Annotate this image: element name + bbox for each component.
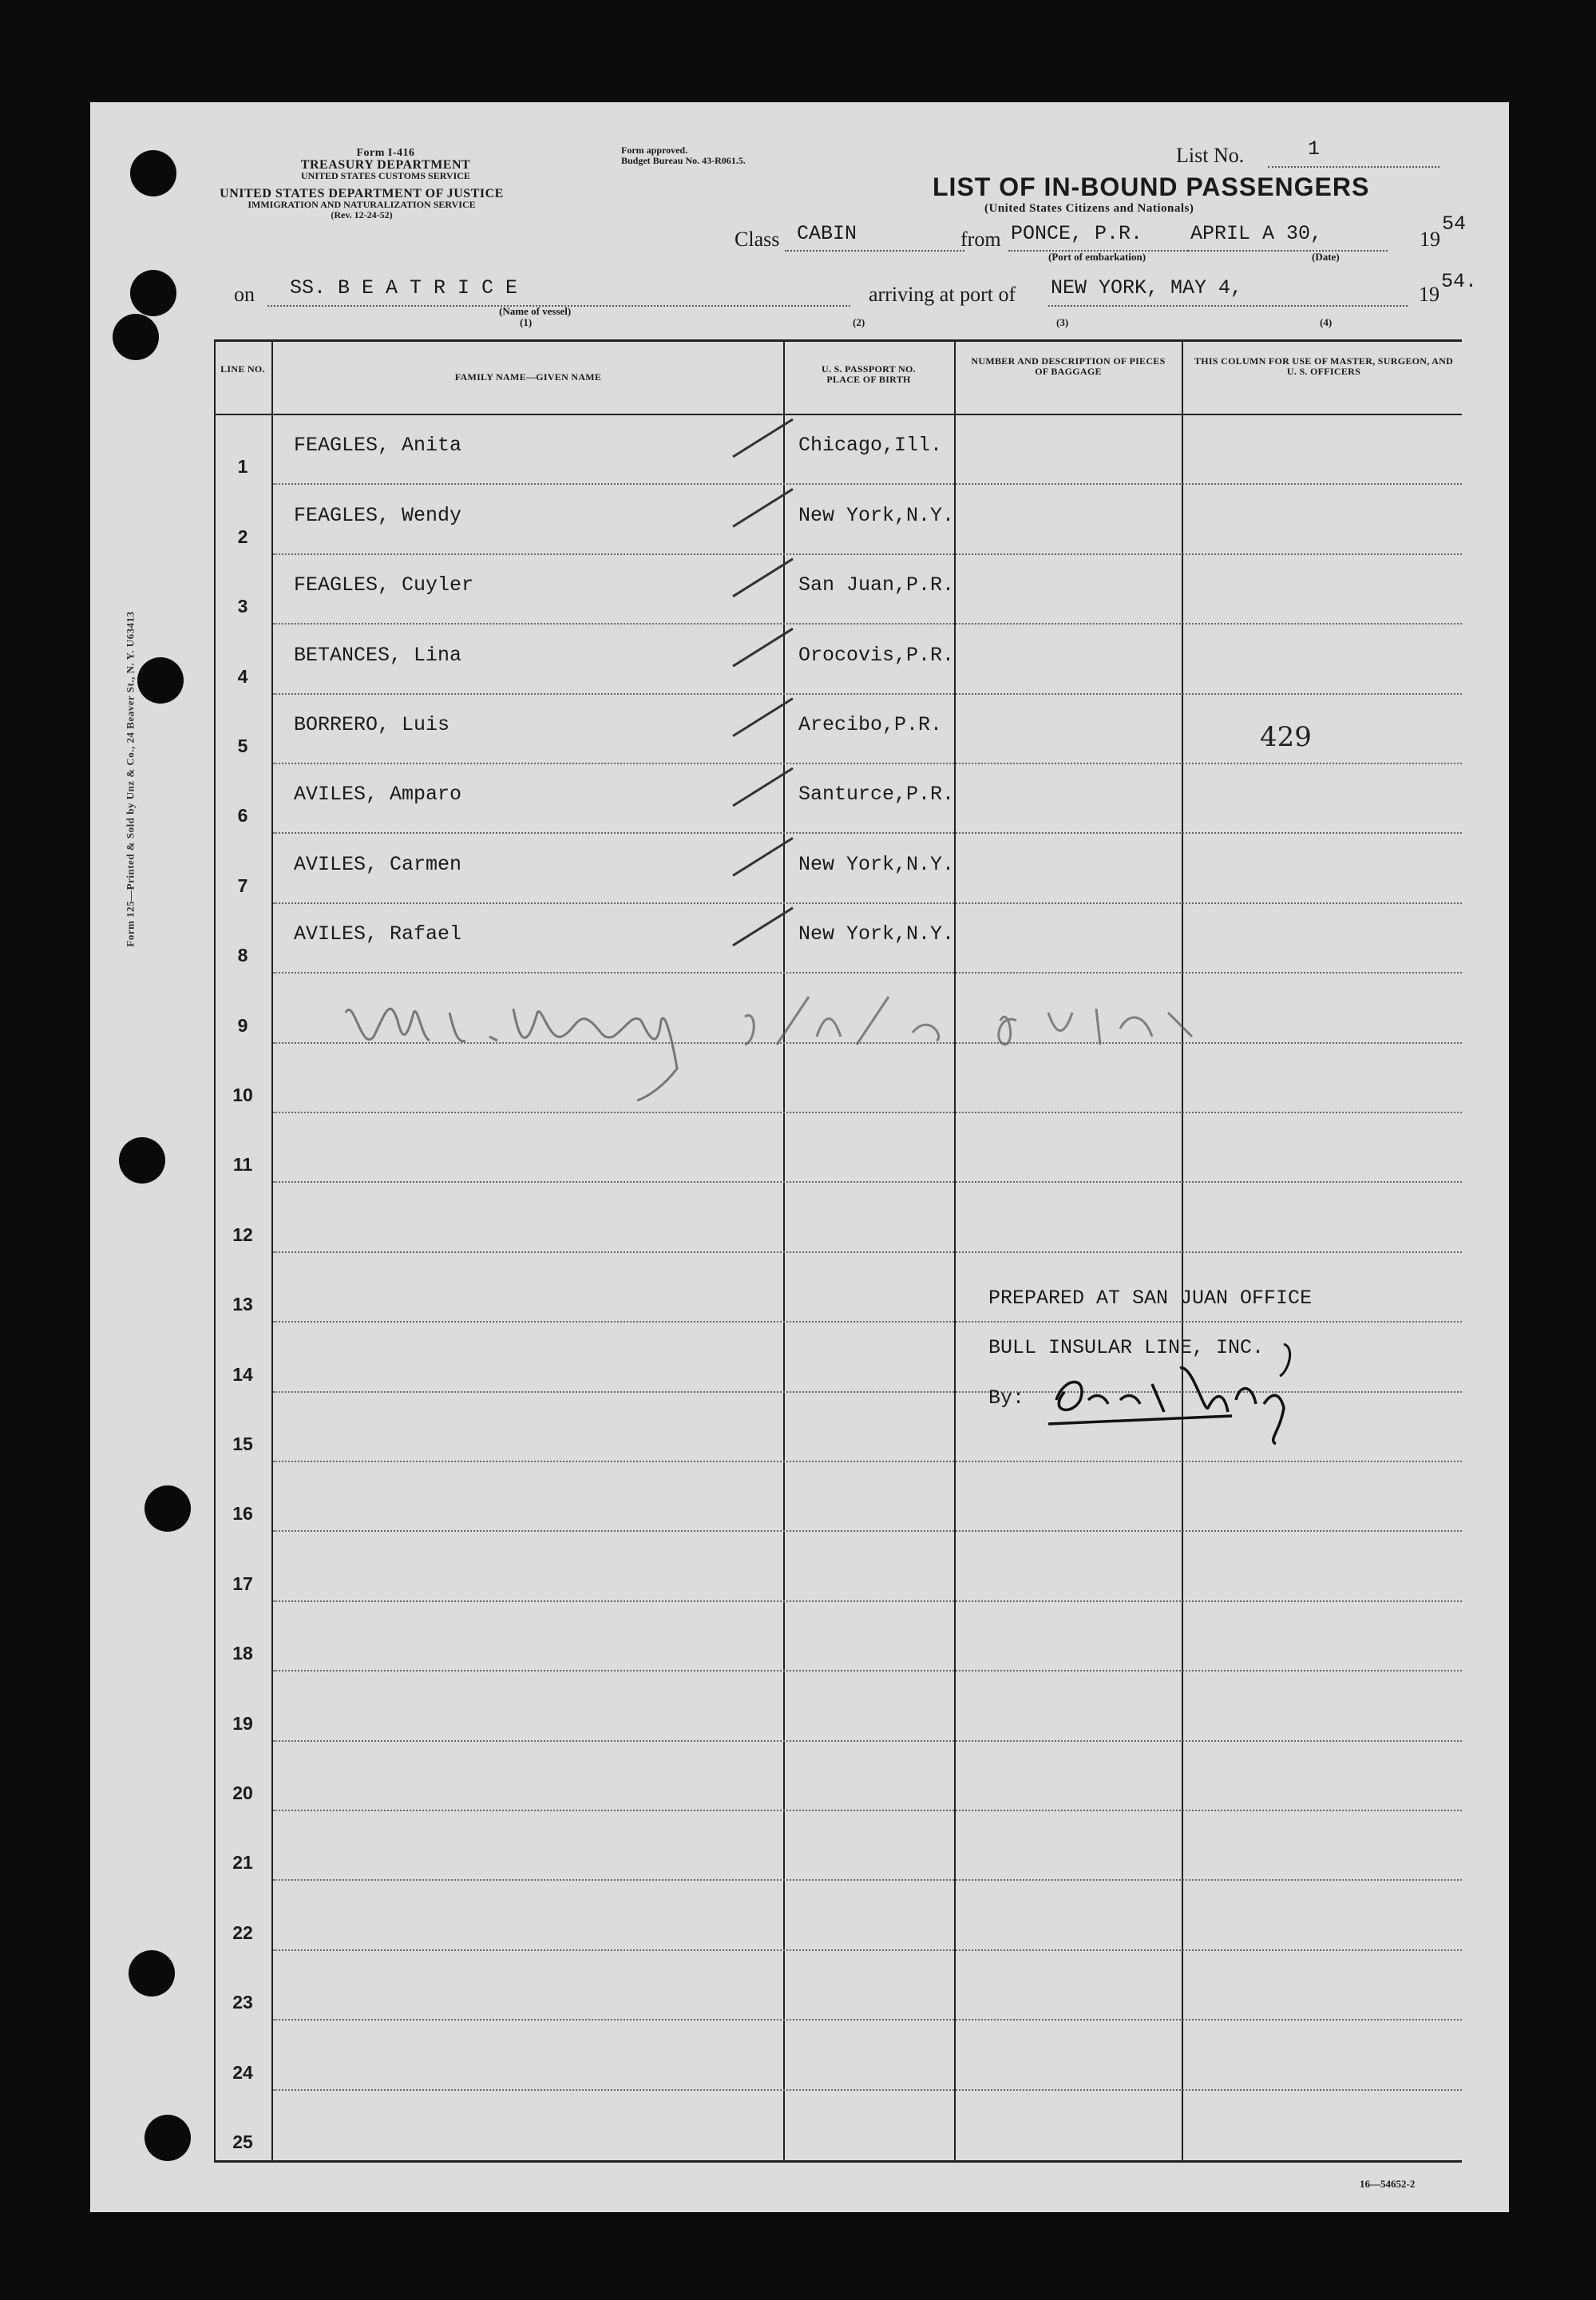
prepared-office: PREPARED AT SAN JUAN OFFICE <box>988 1287 1313 1310</box>
prepared-by-label: By: <box>988 1386 1025 1410</box>
line-number: 7 <box>237 874 248 896</box>
place-of-birth: Orocovis,P.R. <box>798 643 955 667</box>
class-value: CABIN <box>797 222 857 245</box>
column-marker-4: (4) <box>1320 316 1333 328</box>
line-number: 18 <box>232 1643 253 1664</box>
line-number: 5 <box>237 735 248 756</box>
line-number: 9 <box>237 1014 248 1036</box>
line-number: 20 <box>232 1782 253 1803</box>
prepared-company: BULL INSULAR LINE, INC. <box>988 1336 1265 1359</box>
list-number-value: 1 <box>1308 137 1321 161</box>
year-value: 54 <box>1442 212 1467 236</box>
line-number: 14 <box>232 1363 253 1385</box>
header-line-no: LINE NO. <box>220 363 265 375</box>
place-of-birth: New York,N.Y. <box>798 852 955 876</box>
place-of-birth: Chicago,Ill. <box>798 434 943 458</box>
check-marks <box>90 102 1509 2212</box>
place-of-birth: Santurce,P.R. <box>798 783 955 807</box>
check-mark <box>733 489 793 526</box>
line-number: 22 <box>232 1921 253 1943</box>
arrival-port-date: NEW YORK, MAY 4, <box>1051 276 1243 299</box>
list-number-label: List No. <box>1176 144 1245 167</box>
header-officers: THIS COLUMN FOR USE OF MASTER, SURGEON, AND U. S. OFFICERS <box>1194 355 1454 377</box>
line-number: 17 <box>232 1572 253 1594</box>
column-marker-2: (2) <box>853 316 865 328</box>
port-of-embarkation: PONCE, P.R. <box>1011 222 1143 245</box>
line-number: 16 <box>232 1503 253 1525</box>
place-of-birth: New York,N.Y. <box>798 922 955 946</box>
line-number: 8 <box>237 945 248 966</box>
line-number: 15 <box>232 1433 253 1454</box>
check-mark <box>733 838 793 875</box>
form-number: Form I-416 <box>356 147 415 159</box>
line-number: 13 <box>232 1294 253 1315</box>
line-number: 2 <box>237 525 248 547</box>
check-mark <box>733 768 793 806</box>
header-baggage: NUMBER AND DESCRIPTION OF PIECES OF BAGGAGE <box>971 355 1166 377</box>
from-label: from <box>960 228 1001 251</box>
header-passport: U. S. PASSPORT NO. PLACE OF BIRTH <box>822 363 916 385</box>
check-mark <box>733 419 793 457</box>
line-number: 1 <box>237 456 248 478</box>
passenger-name: BORRERO, Luis <box>294 712 450 736</box>
passenger-name: FEAGLES, Cuyler <box>294 573 474 597</box>
class-label: Class <box>735 228 780 251</box>
check-mark <box>733 699 793 736</box>
customs-service: UNITED STATES CUSTOMS SERVICE <box>301 170 470 181</box>
side-print: Form 125—Printed & Sold by Unz & Co., 24 Beaver St., N. Y. U63413 <box>124 611 137 947</box>
document-page <box>90 102 1509 2212</box>
line-number: 12 <box>232 1223 253 1245</box>
budget-bureau-number: Budget Bureau No. 43-R061.5. <box>621 155 746 166</box>
passenger-name: FEAGLES, Anita <box>294 434 462 458</box>
passenger-name: AVILES, Carmen <box>294 852 462 876</box>
passenger-name: BETANCES, Lina <box>294 643 462 667</box>
line-number: 25 <box>232 2131 253 2152</box>
check-mark <box>733 908 793 946</box>
page-subtitle: (United States Citizens and Nationals) <box>984 202 1194 215</box>
passenger-name: AVILES, Rafael <box>294 922 462 946</box>
check-mark <box>733 559 793 597</box>
passenger-name: AVILES, Amparo <box>294 783 462 807</box>
port-caption: (Port of embarkation) <box>1048 251 1147 263</box>
column-marker-3: (3) <box>1056 316 1069 328</box>
revision: (Rev. 12-24-52) <box>331 209 393 220</box>
approval-line: Form approved. <box>621 145 688 156</box>
line-number: 23 <box>232 1992 253 2013</box>
footer-code: 16—54652-2 <box>1360 2178 1416 2190</box>
line-number: 21 <box>232 1852 253 1874</box>
department-of-justice: UNITED STATES DEPARTMENT OF JUSTICE <box>220 187 504 200</box>
passenger-name: FEAGLES, Wendy <box>294 503 462 527</box>
place-of-birth: Arecibo,P.R. <box>798 712 943 736</box>
line-number: 11 <box>232 1154 253 1176</box>
line-number: 19 <box>232 1712 253 1734</box>
line-number: 4 <box>237 665 248 687</box>
vessel-caption: (Name of vessel) <box>499 305 572 317</box>
embarkation-date: APRIL A 30, <box>1190 222 1323 245</box>
ins-name: IMMIGRATION AND NATURALIZATION SERVICE <box>248 199 476 210</box>
preparer-signature <box>1032 1336 1320 1448</box>
arriving-label: arriving at port of <box>869 283 1016 306</box>
place-of-birth: San Juan,P.R. <box>798 573 955 597</box>
page-title: LIST OF IN-BOUND PASSENGERS <box>933 172 1370 201</box>
on-label: on <box>234 283 255 306</box>
line-number: 10 <box>232 1084 253 1105</box>
handwritten-signature <box>298 965 1416 1108</box>
arrival-year-prefix: 19 <box>1419 283 1440 306</box>
year-prefix: 19 <box>1420 228 1440 251</box>
place-of-birth: New York,N.Y. <box>798 503 955 527</box>
line-number: 24 <box>232 2061 253 2083</box>
line-number: 6 <box>237 805 248 827</box>
vessel-name: SS. B E A T R I C E <box>290 276 518 299</box>
arrival-year-value: 54. <box>1441 270 1478 293</box>
officer-notation: 429 <box>1260 721 1312 753</box>
treasury-department: TREASURY DEPARTMENT <box>300 158 471 172</box>
line-number: 3 <box>237 596 248 617</box>
column-marker-1: (1) <box>520 316 533 328</box>
header-name: FAMILY NAME—GIVEN NAME <box>454 371 602 383</box>
check-mark <box>733 629 793 666</box>
date-caption: (Date) <box>1312 251 1340 263</box>
